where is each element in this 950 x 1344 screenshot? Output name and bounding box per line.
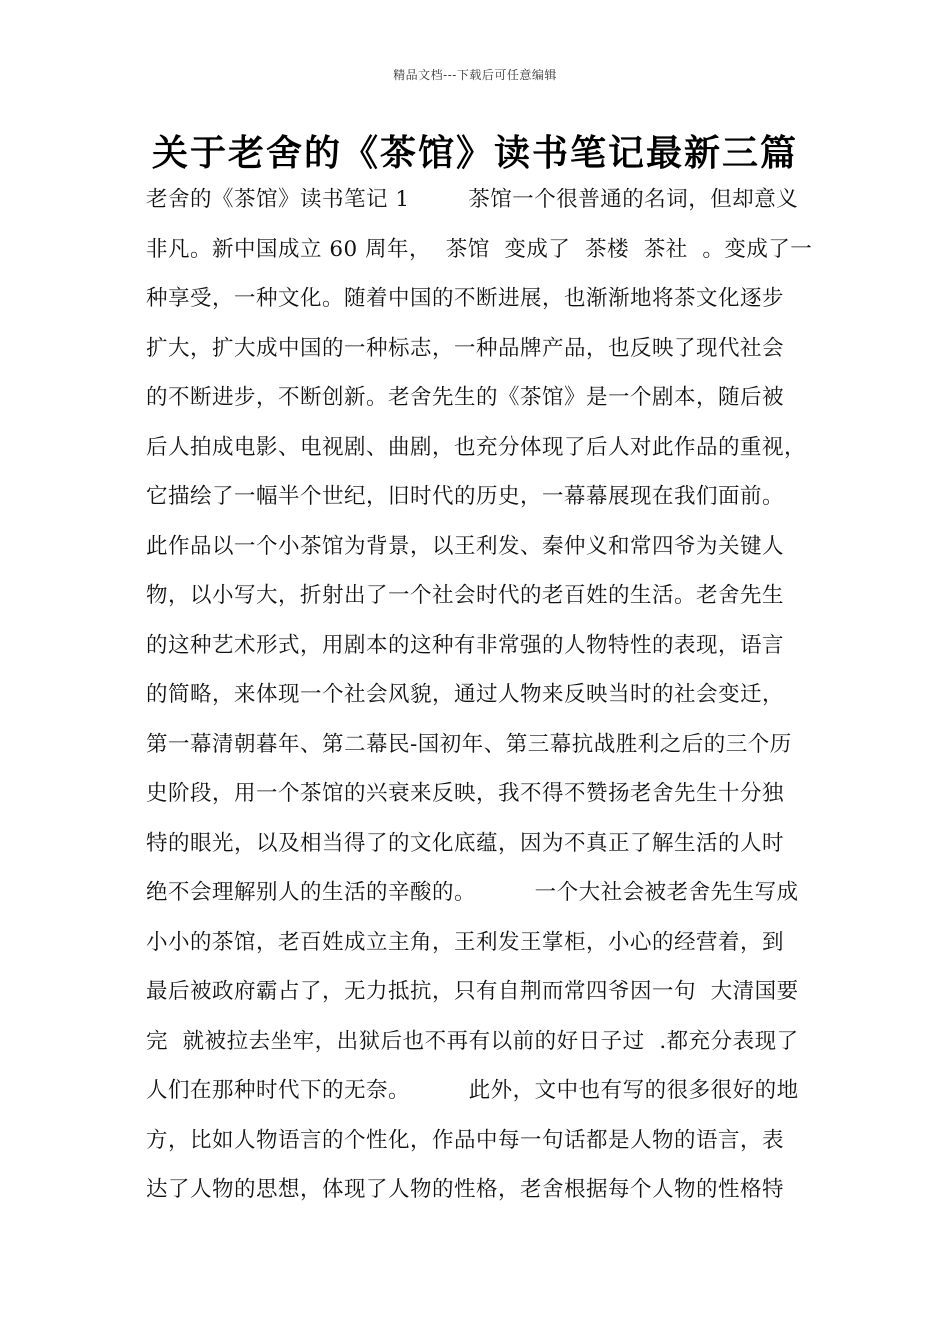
text-line: 物，以小写大，折射出了一个社会时代的老百姓的生活。老舍先生 (146, 583, 785, 608)
text-line: 扩大，扩大成中国的一种标志，一种品牌产品，也反映了现代社会 (146, 335, 785, 361)
document-body (146, 181, 826, 1221)
text-line: 史阶段，用一个茶馆的兴衰来反映，我不得不赞扬老舍先生十分独 (146, 781, 785, 806)
text-line: 老舍的《茶馆》读书笔记 1 茶馆一个很普通的名词，但却意义 (146, 187, 799, 212)
text-line: 方，比如人物语言的个性化，作品中每一句话都是人物的语言，表 (146, 1127, 785, 1153)
text-line: 的不断进步，不断创新。老舍先生的《茶馆》是一个剧本，随后被 (146, 385, 785, 410)
text-line: 种享受，一种文化。随着中国的不断进展，也渐渐地将茶文化逐步 (146, 286, 785, 311)
text-line: 此作品以一个小茶馆为背景，以王利发、秦仲义和常四爷为关键人 (146, 533, 785, 559)
text-line: 第一幕清朝暮年、第二幕民-国初年、第三幕抗战胜利之后的三个历 (146, 731, 792, 757)
text-line: 的简略，来体现一个社会风貌，通过人物来反映当时的社会变迁， (146, 682, 785, 707)
text-line: 人们在那种时代下的无奈。 此外，文中也有写的很多很好的地 (146, 1078, 799, 1103)
text-line: 最后被政府霸占了，无力抵抗，只有自荆而常四爷因一句 大清国要 (146, 979, 799, 1004)
text-line: 达了人物的思想，体现了人物的性格，老舍根据每个人物的性格特 (146, 1177, 785, 1202)
page-header: 精品文档---下载后可任意编辑 (393, 68, 557, 82)
text-line: 它描绘了一幅半个世纪，旧时代的历史，一幕幕展现在我们面前。 (146, 484, 785, 509)
text-line: 非凡。新中国成立 60 周年， 茶馆 变成了 茶楼 茶社 。变成了一 (146, 236, 813, 262)
text-line: 小小的茶馆，老百姓成立主角，王利发王掌柜，小心的经营着，到 (146, 929, 785, 955)
text-line: 绝不会理解别人的生活的辛酸的。 一个大社会被老舍先生写成 (146, 880, 799, 905)
text-line: 完 就被拉去坐牢，出狱后也不再有以前的好日子过 .都充分表现了 (146, 1028, 799, 1054)
text-line: 后人拍成电影、电视剧、曲剧，也充分体现了后人对此作品的重视， (146, 434, 807, 460)
text-line: 的这种艺术形式，用剧本的这种有非常强的人物特性的表现，语言 (146, 632, 785, 658)
text-line: 特的眼光，以及相当得了的文化底蕴，因为不真正了解生活的人时 (146, 830, 785, 856)
document-title: 关于老舍的《茶馆》读书笔记最新三篇 (151, 133, 798, 174)
